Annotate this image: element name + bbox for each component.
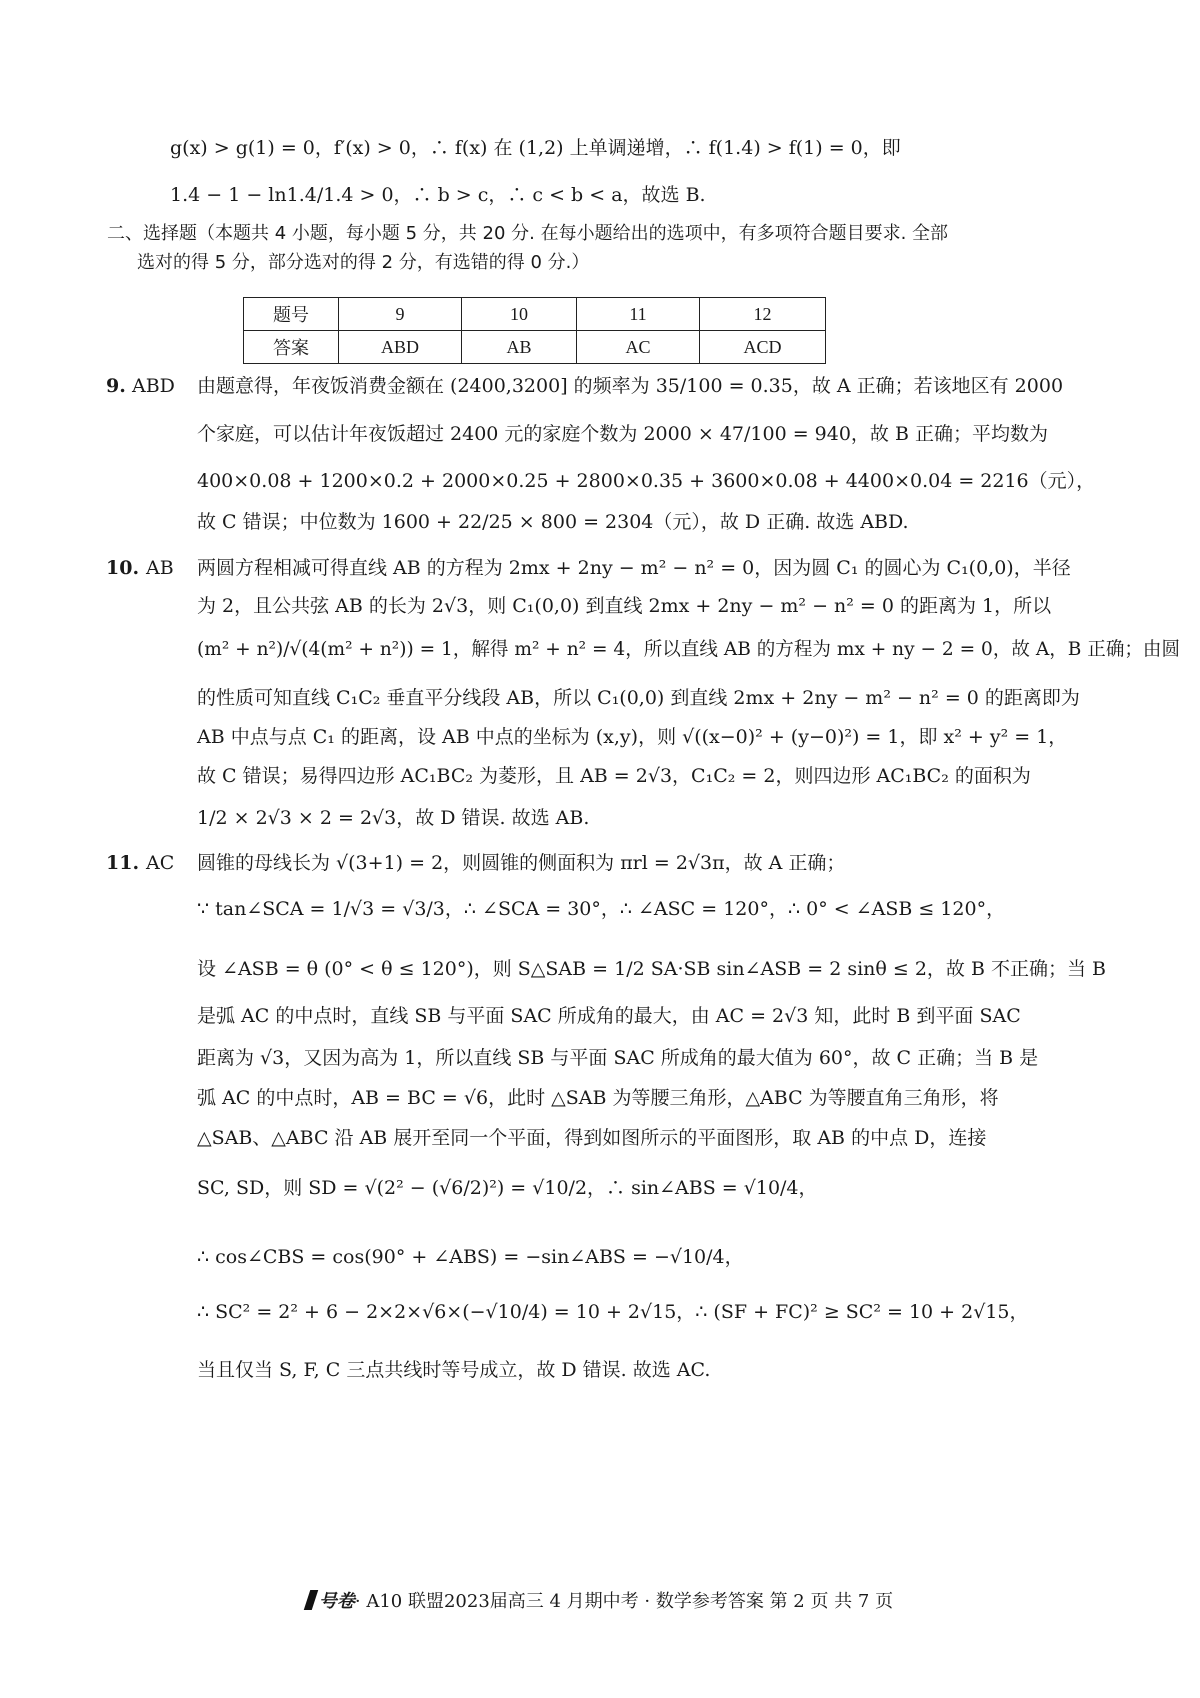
q10-line-7: 1/2 × 2√3 × 2 = 2√3，故 D 错误. 故选 AB. [197,807,590,829]
q9-answer: ABD [132,375,175,397]
brand-logo-icon [304,1590,318,1610]
q11-line-9: ∴ cos∠CBS = cos(90° + ∠ABS) = −sin∠ABS = −√10/4， [197,1246,744,1268]
table-cell: 12 [700,298,826,331]
q11-line-1: 圆锥的母线长为 √(3+1) = 2，则圆锥的侧面积为 πrl = 2√3π，故 A 正确； [197,852,846,874]
q9-line-2: 个家庭，可以估计年夜饭超过 2400 元的家庭个数为 2000 × 47/100 = 940，故 B 正确；平均数为 [197,423,1048,445]
table-cell-label: 答案 [244,331,339,364]
page-footer [0,1587,1200,1613]
q11-line-6: 弧 AC 的中点时，AB = BC = √6，此时 △SAB 为等腰三角形，△ABC 为等腰直角三角形，将 [197,1087,999,1109]
q10-line-6: 故 C 错误；易得四边形 AC₁BC₂ 为菱形，且 AB = 2√3，C₁C₂ = 2，则四边形 AC₁BC₂ 的面积为 [197,765,1031,787]
footer-text: · A10 联盟2023届高三 4 月期中考 · 数学参考答案 第 2 页 共 7 页 [354,1591,894,1612]
table-cell: 10 [462,298,577,331]
q11-number: 11. [106,852,140,874]
q10-line-4: 的性质可知直线 C₁C₂ 垂直平分线段 AB，所以 C₁(0,0) 到直线 2mx + 2ny − m² − n² = 0 的距离即为 [197,687,1080,709]
q10-line-5: AB 中点与点 C₁ 的距离，设 AB 中点的坐标为 (x,y)，则 √((x−0)² + (y−0)²) = 1，即 x² + y² = 1， [197,726,1068,748]
q11-answer: AC [146,852,175,874]
table-cell: 11 [577,298,700,331]
q10-line-2: 为 2，且公共弦 AB 的长为 2√3，则 C₁(0,0) 到直线 2mx + 2ny − m² − n² = 0 的距离为 1，所以 [197,595,1052,617]
table-cell: 9 [339,298,462,331]
answer-table [243,297,826,364]
q11-line-5: 距离为 √3，又因为高为 1，所以直线 SB 与平面 SAC 所成角的最大值为 60°，故 C 正确；当 B 是 [197,1047,1039,1069]
top-line-2: 1.4 − 1 − ln1.4/1.4 > 0，∴ b > c，∴ c < b < a，故选 B. [170,184,706,206]
q11-line-10: ∴ SC² = 2² + 6 − 2×2×√6×(−√10/4) = 10 + 2√15，∴ (SF + FC)² ≥ SC² = 10 + 2√15， [197,1301,1029,1323]
q11-line-11: 当且仅当 S, F, C 三点共线时等号成立，故 D 错误. 故选 AC. [197,1359,711,1381]
section-header-line-2: 选对的得 5 分，部分选对的得 2 分，有选错的得 0 分.） [137,252,590,273]
q10-number: 10. [106,557,140,579]
q9-line-3: 400×0.08 + 1200×0.2 + 2000×0.25 + 2800×0.35 + 3600×0.08 + 4400×0.04 = 2216（元）， [197,470,1096,492]
section-header-line-1: 二、选择题（本题共 4 小题，每小题 5 分，共 20 分. 在每小题给出的选项中，有多项符合题目要求. 全部 [107,223,949,244]
q11-line-8: SC, SD，则 SD = √(2² − (√6/2)²) = √10/2，∴ sin∠ABS = √10/4， [197,1177,818,1199]
q11-line-4: 是弧 AC 的中点时，直线 SB 与平面 SAC 所成角的最大，由 AC = 2√3 知，此时 B 到平面 SAC [197,1005,1021,1027]
q11-line-3: 设 ∠ASB = θ (0° < θ ≤ 120°)，则 S△SAB = 1/2 SA·SB sin∠ASB = 2 sinθ ≤ 2，故 B 不正确；当 B [197,958,1106,980]
q11-line-2: ∵ tan∠SCA = 1/√3 = √3/3，∴ ∠SCA = 30°，∴ ∠ASC = 120°，∴ 0° < ∠ASB ≤ 120°， [197,898,1006,920]
q11-line-7: △SAB、△ABC 沿 AB 展开至同一个平面，得到如图所示的平面图形，取 AB 的中点 D，连接 [197,1127,987,1149]
footer-brand: 号卷 [318,1591,355,1612]
table-cell: ABD [339,331,462,364]
q10-answer: AB [146,557,174,579]
table-cell: ACD [700,331,826,364]
q9-line-4: 故 C 错误；中位数为 1600 + 22/25 × 800 = 2304（元），故 D 正确. 故选 ABD. [197,511,909,533]
q10-line-3: (m² + n²)/√(4(m² + n²)) = 1，解得 m² + n² = 4，所以直线 AB 的方程为 mx + ny − 2 = 0，故 A，B 正确；由圆 [197,638,1181,660]
table-cell: AC [577,331,700,364]
q9-line-1: 由题意得，年夜饭消费金额在 (2400,3200] 的频率为 35/100 = 0.35，故 A 正确；若该地区有 2000 [197,375,1064,397]
q10-line-1: 两圆方程相减可得直线 AB 的方程为 2mx + 2ny − m² − n² = 0，因为圆 C₁ 的圆心为 C₁(0,0)，半径 [197,557,1071,579]
table-cell: AB [462,331,577,364]
table-row-answers [244,331,826,364]
q9-number: 9. [106,375,126,397]
table-cell-label: 题号 [244,298,339,331]
table-row-numbers [244,298,826,331]
top-line-1: g(x) > g(1) = 0，f′(x) > 0，∴ f(x) 在 (1,2) 上单调递增，∴ f(1.4) > f(1) = 0，即 [170,137,901,159]
